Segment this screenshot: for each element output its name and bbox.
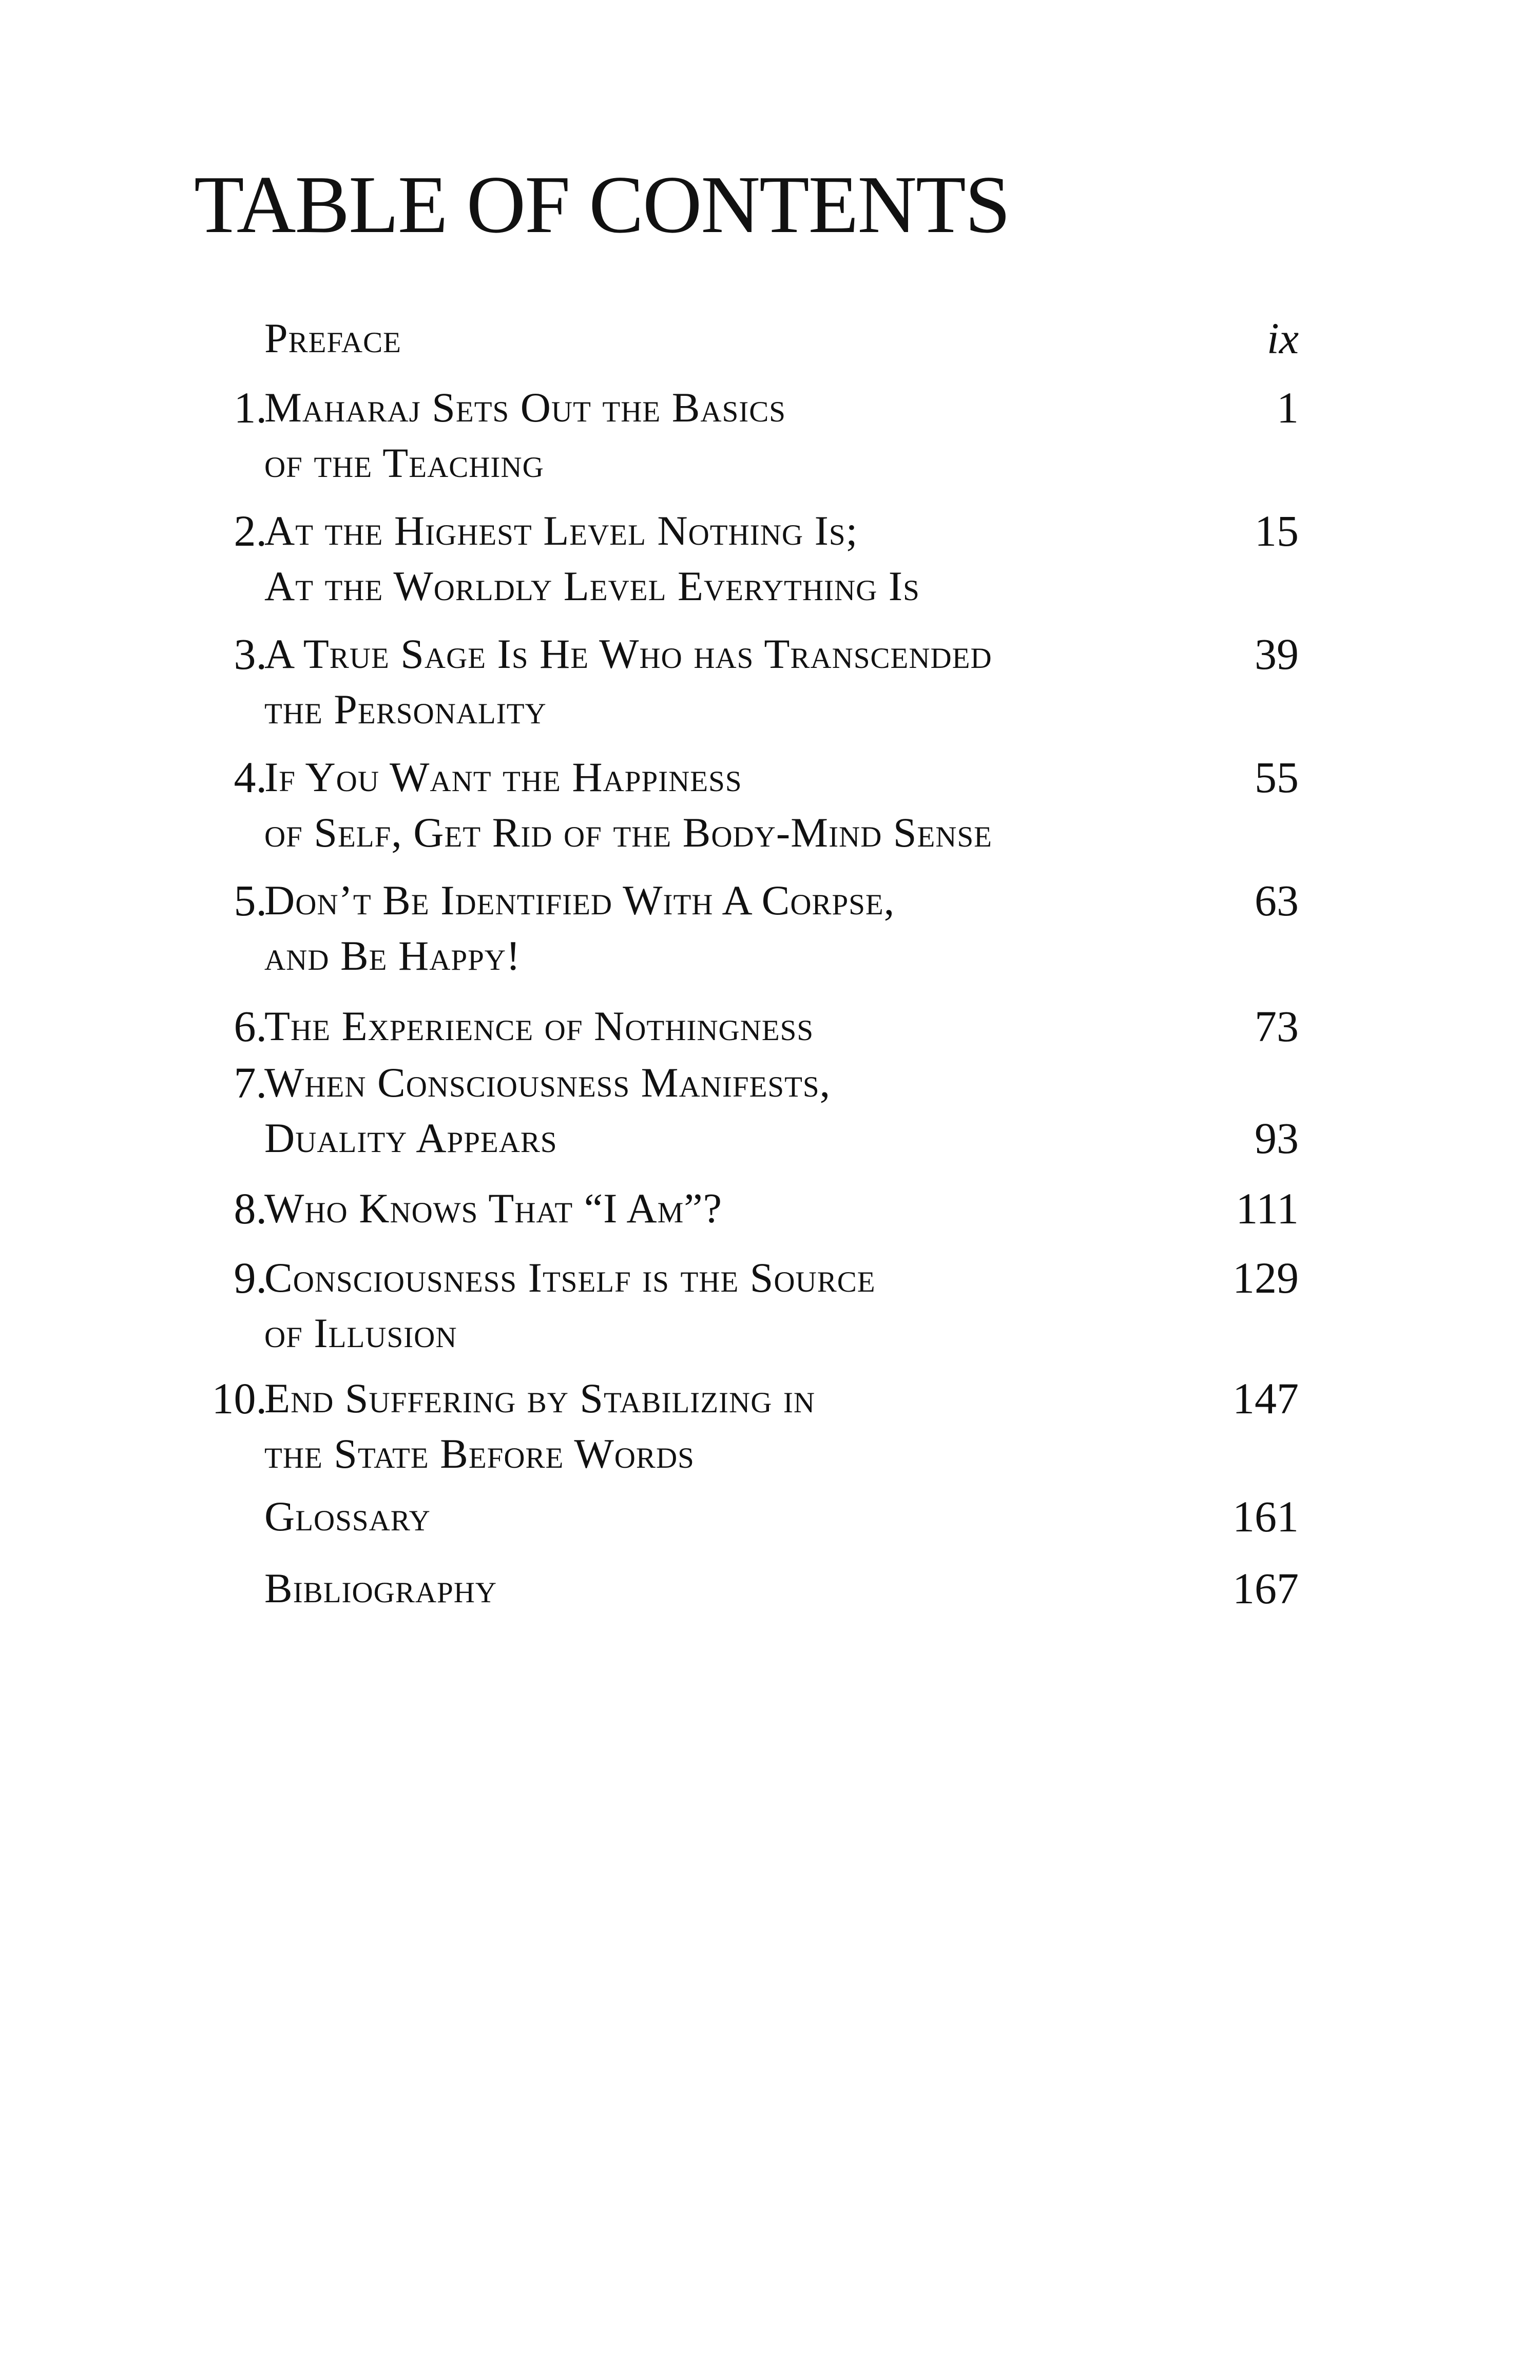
toc-entry-title xyxy=(264,1561,1188,1616)
toc-entry-number: 9. xyxy=(234,1253,267,1302)
toc-entry-title-line: and Be Happy! xyxy=(264,932,521,979)
toc-entry-page-number: 39 xyxy=(1255,629,1299,679)
toc-entry-number: 6. xyxy=(234,1002,267,1051)
toc-entry-title xyxy=(264,1489,1188,1544)
toc-entry-title xyxy=(264,1371,1188,1482)
toc-entry-title-line: End Suffering by Stabilizing in xyxy=(264,1375,816,1422)
toc-entry-page-number: 167 xyxy=(1233,1564,1299,1613)
toc-entry-number: 10. xyxy=(211,1374,267,1423)
toc-entry-title xyxy=(264,311,1188,366)
toc-entry-title-line: of the Teaching xyxy=(264,439,544,486)
toc-entry-title-line: The Experience of Nothingness xyxy=(264,1003,814,1049)
toc-entry-number: 2. xyxy=(234,506,267,555)
toc-entry-title-line: Don’t Be Identified With A Corpse, xyxy=(264,877,895,924)
toc-entry-title-line: Duality Appears xyxy=(264,1115,557,1161)
toc-entry-number: 8. xyxy=(234,1184,267,1233)
toc-entry-title-line: A True Sage Is He Who has Transcended xyxy=(264,630,992,677)
toc-entry-page-number: 1 xyxy=(1277,383,1299,432)
toc-entry-title-line: of Self, Get Rid of the Body-Mind Sense xyxy=(264,809,992,856)
toc-entry-title xyxy=(264,750,1188,860)
toc-entry-title-line: the State Before Words xyxy=(264,1430,695,1477)
toc-entry-number: 4. xyxy=(234,753,267,802)
toc-entry-title-line: Glossary xyxy=(264,1493,431,1540)
toc-entry-title xyxy=(264,873,1188,984)
toc-entry-title xyxy=(264,626,1188,737)
toc-entry-title-line: of Illusion xyxy=(264,1310,457,1356)
toc-entry-page-number: 161 xyxy=(1233,1492,1299,1541)
toc-entry-page-number: 63 xyxy=(1255,876,1299,925)
toc-entry-page-number: 111 xyxy=(1236,1184,1299,1233)
toc-entry-title xyxy=(264,1055,1188,1166)
toc-entry-title-line: At the Highest Level Nothing Is; xyxy=(264,507,858,554)
toc-entry-page-number: 93 xyxy=(1255,1114,1299,1163)
toc-entry-number: 5. xyxy=(234,876,267,925)
toc-entry-page-number: 15 xyxy=(1255,506,1299,555)
toc-entry-number: 7. xyxy=(234,1058,267,1107)
toc-entry-page-number: 73 xyxy=(1255,1002,1299,1051)
toc-entry-title xyxy=(264,1250,1188,1361)
toc-entry-number: 1. xyxy=(234,383,267,432)
toc-entry-title-line: When Consciousness Manifests, xyxy=(264,1059,831,1106)
toc-entry-title-line: If You Want the Happiness xyxy=(264,754,742,800)
toc-entry-title-line: Who Knows That “I Am”? xyxy=(264,1185,723,1232)
toc-entry-title-line: Consciousness Itself is the Source xyxy=(264,1254,876,1301)
page-title: TABLE OF CONTENTS xyxy=(194,159,1010,250)
toc-entry-title-line: At the Worldly Level Everything Is xyxy=(264,563,920,609)
toc-entry-page-number: ix xyxy=(1266,314,1299,363)
toc-entry-title-line: Bibliography xyxy=(264,1565,497,1611)
toc-entry-title-line: Preface xyxy=(264,315,401,361)
toc-entry-title-line: Maharaj Sets Out the Basics xyxy=(264,384,786,431)
toc-entry-title xyxy=(264,503,1188,614)
toc-entry-page-number: 147 xyxy=(1233,1374,1299,1423)
toc-entry-number: 3. xyxy=(234,629,267,679)
toc-entry-title xyxy=(264,380,1188,491)
toc-entry-page-number: 55 xyxy=(1255,753,1299,802)
toc-entry-title-line: the Personality xyxy=(264,686,547,733)
toc-entry-page-number: 129 xyxy=(1233,1253,1299,1302)
toc-entry-title xyxy=(264,1181,1188,1236)
toc-entry-title xyxy=(264,999,1188,1054)
